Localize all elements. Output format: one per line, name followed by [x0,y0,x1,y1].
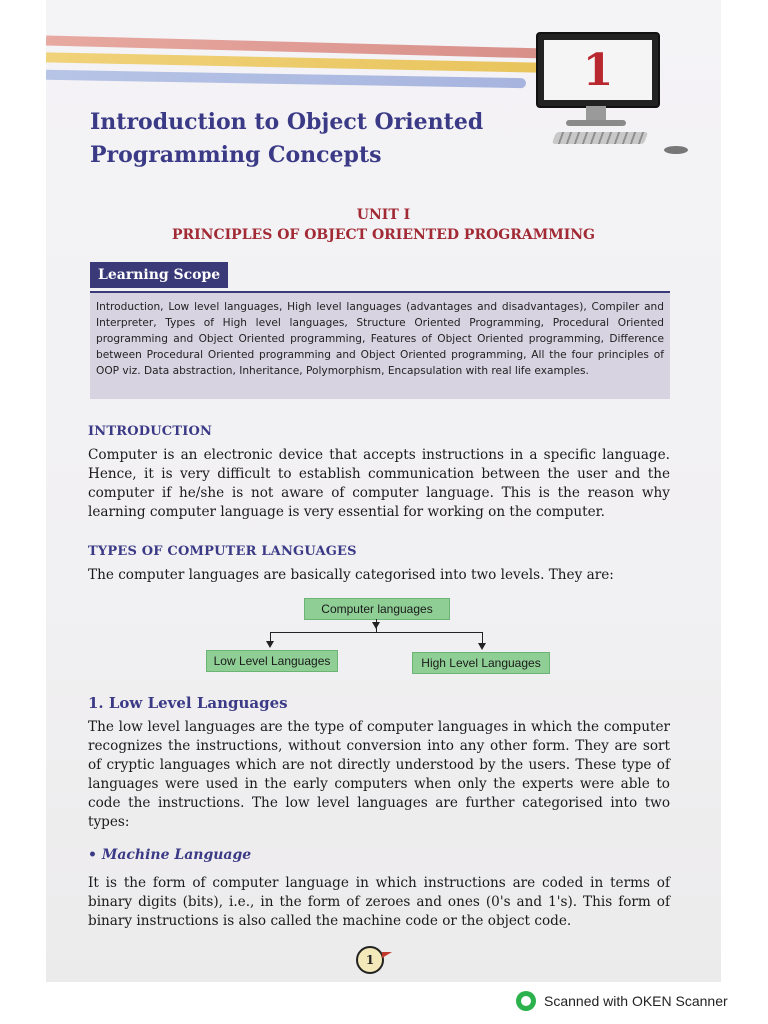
introduction-heading: INTRODUCTION [88,424,213,439]
low-level-heading: 1. Low Level Languages [88,694,288,712]
introduction-paragraph: Computer is an electronic device that accepts instructions in a specific language. Hence, it is very difficult to establish communication between the user and the computer if he/she is not aware of computer language. This is the reason why learning computer language is very essential for working on the computer. [88,447,670,520]
decorative-stripes [46,40,606,100]
computer-monitor-icon [536,32,656,162]
diagram-connector-horizontal [270,632,482,633]
learning-scope-text: Introduction, Low level languages, High level languages (advantages and disadvantages), Compiler and Interpreter, Types of High level languages, Structure Oriented Programming, Procedural Oriented programming and Object Oriented programming, Features of Object Oriented programming, Difference between Procedural Oriented programming and Object Oriented programming, All the four principles of OOP viz. Data abstraction, Inheritance, Polymorphism, Encapsulation with real life examples. [96,301,664,377]
scanner-footer [516,990,728,1012]
page-number-marker-icon [382,952,392,958]
types-heading: TYPES OF COMPUTER LANGUAGES [88,544,357,559]
learning-scope-box [90,291,670,399]
arrow-down-icon [478,643,486,650]
unit-heading [46,205,721,245]
chapter-title [90,106,520,172]
machine-language-paragraph: It is the form of computer language in which instructions are coded in terms of binary digits (bits), i.e., in the form of zeroes and ones (0's and 1's). This form of binary instructions is also called the machine code or the object code. [88,875,670,929]
chapter-number: 1 [544,40,652,100]
learning-scope-heading: Learning Scope [90,262,228,288]
mouse-icon [664,146,688,154]
monitor-screen [536,32,660,108]
keyboard-icon [552,132,648,144]
book-page [46,0,721,982]
arrow-down-icon [266,641,274,648]
chapter-title-line2: Programming Concepts [90,142,382,168]
scanner-logo-icon [516,991,536,1011]
monitor-base [566,120,626,126]
unit-label: UNIT I [356,207,411,223]
page-number: 1 [356,946,384,974]
machine-language-heading: • Machine Language [88,847,252,863]
types-paragraph: The computer languages are basically categorised into two levels. They are: [88,567,614,583]
stripe-blue [46,70,526,88]
diagram-root-box: Computer languages [304,598,450,620]
diagram-low-level-box: Low Level Languages [206,650,338,672]
arrow-down-icon [372,622,380,629]
unit-title: PRINCIPLES OF OBJECT ORIENTED PROGRAMMING [171,227,596,243]
low-level-paragraph: The low level languages are the type of computer languages in which the computer recognizes the instructions, without conversion into any other form. They are sort of cryptic languages which are not directly understood by the users. These type of languages were used in the early computers when only the experts were able to code the instructions. The low level languages are further categorised into two types: [88,719,670,830]
chapter-title-line1: Introduction to Object Oriented [90,109,484,135]
scanner-footer-text: Scanned with OKEN Scanner [544,993,728,1009]
diagram-high-level-box: High Level Languages [412,652,550,674]
